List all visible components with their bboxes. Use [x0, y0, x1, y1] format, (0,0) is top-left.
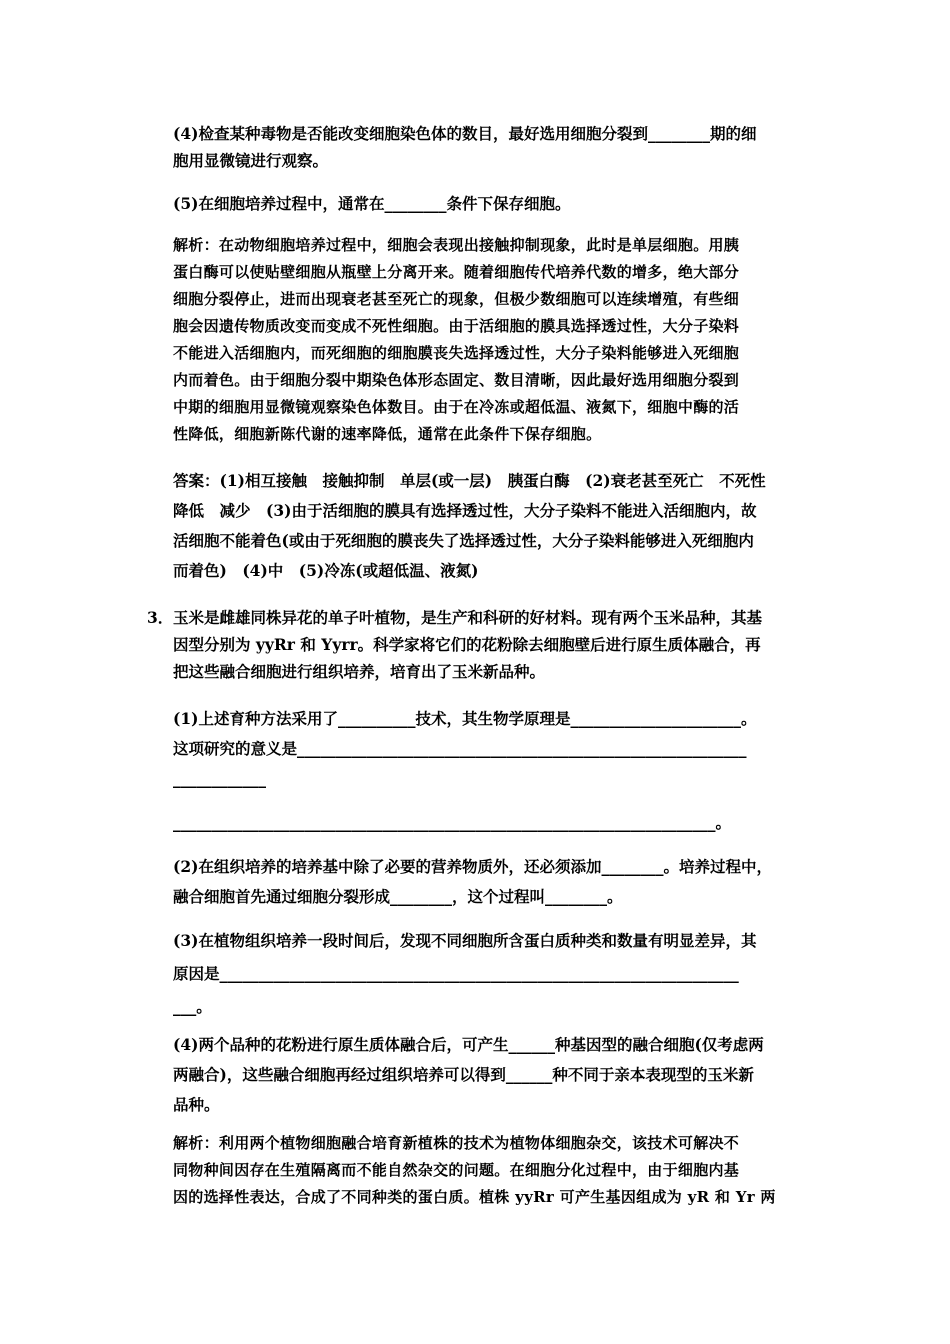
q2-part4: (4)检查某种毒物是否能改变细胞染色体的数目，最好选用细胞分裂到________期的细 胞用显微镜进行观察。 [173, 124, 757, 170]
q3-part3: (3)在植物组织培养一段时间后，发现不同细胞所含蛋白质种类和数量有明显差异，其 原因是___________________________________________________________________ ___。 [173, 931, 757, 1016]
q2-part5: (5)在细胞培养过程中，通常在________条件下保存细胞。 [173, 194, 571, 213]
q3-part4: (4)两个品种的花粉进行原生质体融合后，可产生______种基因型的融合细胞(仅考虑两 两融合)，这些融合细胞再经过组织培养可以得到______种不同于亲本表现型的玉米新 品种。 [173, 1035, 764, 1114]
q3-part1: (1)上述育种方法采用了__________技术，其生物学原理是______________________。 这项研究的意义是__________________________________________________________ ____________ ______________________________________________________________________。 [173, 709, 757, 832]
q2-answer: 答案：(1)相互接触 接触抑制 单层(或一层) 胰蛋白酶 (2)衰老甚至死亡 不死性 降低 减少 (3)由于活细胞的膜具有选择透过性，大分子染料不能进入活细胞内，故 活细胞不能着色(或由于死细胞的膜丧失了选择透过性，大分子染料能够进入死细胞内 而着色) (4)中 (5)冷冻(或超低温、液氮) [173, 471, 766, 580]
q3-stem: 玉米是雌雄同株异花的单子叶植物，是生产和科研的好材料。现有两个玉米品种，其基 因型分别为 yyRr 和 Yyrr。科学家将它们的花粉除去细胞壁后进行原生质体融合，再 把这些融合细胞进行组织培养，培育出了玉米新品种。 [173, 608, 763, 681]
question-number: 3． [147, 608, 174, 627]
q3-part2: (2)在组织培养的培养基中除了必要的营养物质外，还必须添加________。培养过程中， 融合细胞首先通过细胞分裂形成________，这个过程叫________。 [173, 857, 772, 906]
q3-analysis: 解析：利用两个植物细胞融合培育新植株的技术为植物体细胞杂交，该技术可解决不 同物种间因存在生殖隔离而不能自然杂交的问题。在细胞分化过程中，由于细胞内基 因的选择性表达，合成了不同种类的蛋白质。植株 yyRr 可产生基因组成为 yR 和 Yr 两 [173, 1134, 776, 1206]
q2-analysis: 解析：在动物细胞培养过程中，细胞会表现出接触抑制现象，此时是单层细胞。用胰 蛋白酶可以使贴壁细胞从瓶壁上分离开来。随着细胞传代培养代数的增多，绝大部分 细胞分裂停止，进而出现衰老甚至死亡的现象，但极少数细胞可以连续增殖，有些细 胞会因遗传物质改变而变成不死性细胞。由于活细胞的膜具选择透过性，大分子染料 不能进入活细胞内，而死细胞的细胞膜丧失选择透过性，大分子染料能够进入死细胞 内而着色。由于细胞分裂中期染色体形态固定、数目清晰，因此最好选用细胞分裂到 中期的细胞用显微镜观察染色体数目。由于在冷冻或超低温、液氮下，细胞中酶的活 性降低，细胞新陈代谢的速率降低，通常在此条件下保存细胞。 [173, 236, 740, 443]
